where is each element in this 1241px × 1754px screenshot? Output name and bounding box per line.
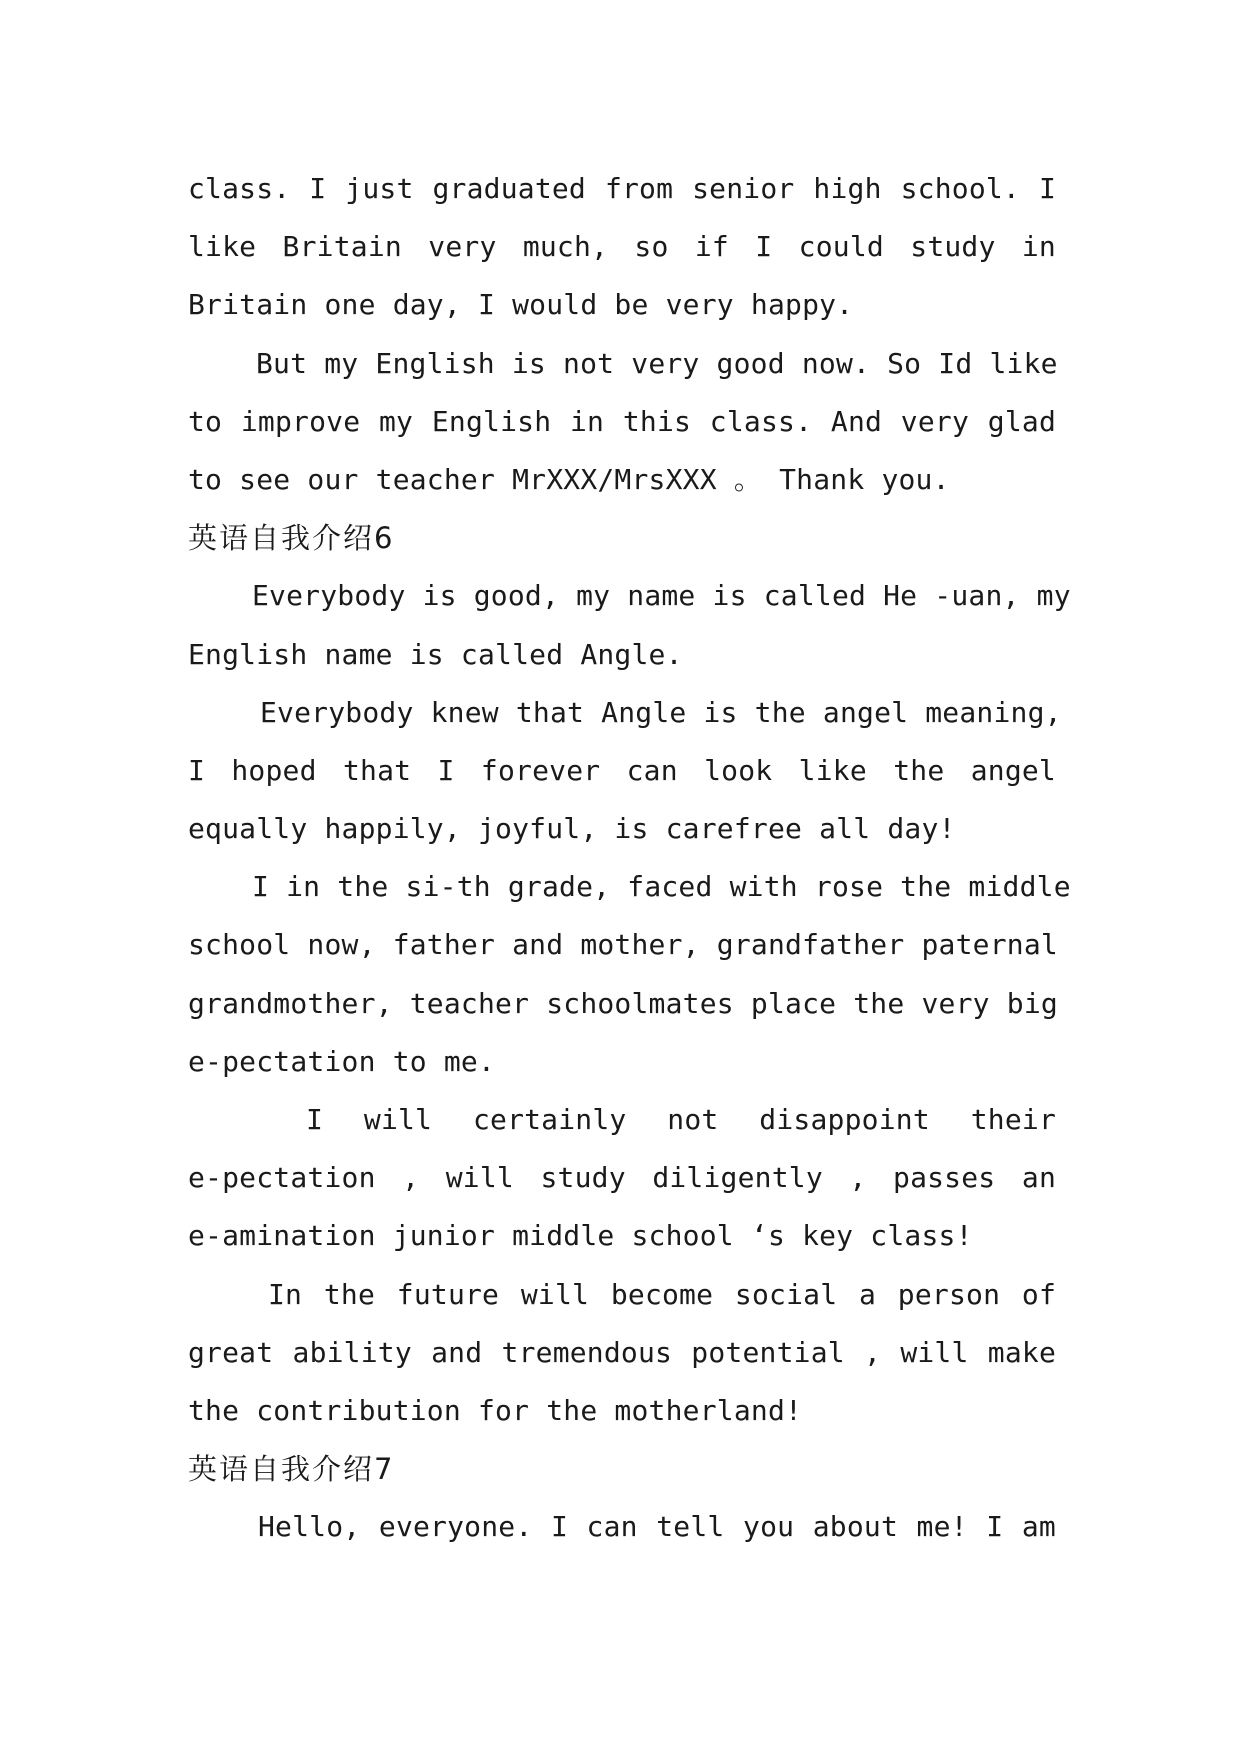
text-line: equally happily, joyful, is carefree all day!	[188, 812, 956, 846]
text-line: to see our teacher MrXXX/MrsXXX 。 Thank you.	[188, 462, 950, 496]
text-line: e-pectation , will study diligently , passes an	[188, 1161, 1056, 1195]
text-line: Britain one day, I would be very happy.	[188, 288, 854, 322]
text-line: e-pectation to me.	[188, 1044, 496, 1078]
text-line: class. I just graduated from senior high school. I	[188, 172, 1056, 205]
text-line: the contribution for the motherland!	[188, 1393, 803, 1427]
section-heading: 英语自我介绍7	[188, 1452, 395, 1487]
text-line: Hello, everyone. I can tell you about me! I am	[258, 1510, 1056, 1544]
text-line: I will certainly not disappoint their	[306, 1103, 1056, 1136]
text-line: Everybody knew that Angle is the angel meaning,	[260, 695, 1062, 729]
text-line: English name is called Angle.	[188, 637, 683, 671]
text-line: to improve my English in this class. And very glad	[188, 404, 1056, 438]
text-line: school now, father and mother, grandfather paternal	[188, 928, 1058, 962]
text-line: Everybody is good, my name is called He -uan, my	[252, 579, 1071, 613]
text-line: like Britain very much, so if I could study in	[188, 230, 1056, 264]
text-line: e-amination junior middle school ‘s key class!	[188, 1219, 973, 1253]
text-line: grandmother, teacher schoolmates place the very big	[188, 986, 1058, 1020]
text-line: I hoped that I forever can look like the angel	[188, 753, 1056, 787]
text-line: I in the si-th grade, faced with rose the middle	[252, 870, 1071, 904]
text-line: But my English is not very good now. So Id like	[256, 346, 1058, 380]
text-line: In the future will become social a person of	[268, 1277, 1056, 1311]
document-body	[188, 160, 1071, 1557]
section-heading: 英语自我介绍6	[188, 521, 395, 556]
text-line: great ability and tremendous potential , will make	[188, 1335, 1056, 1369]
